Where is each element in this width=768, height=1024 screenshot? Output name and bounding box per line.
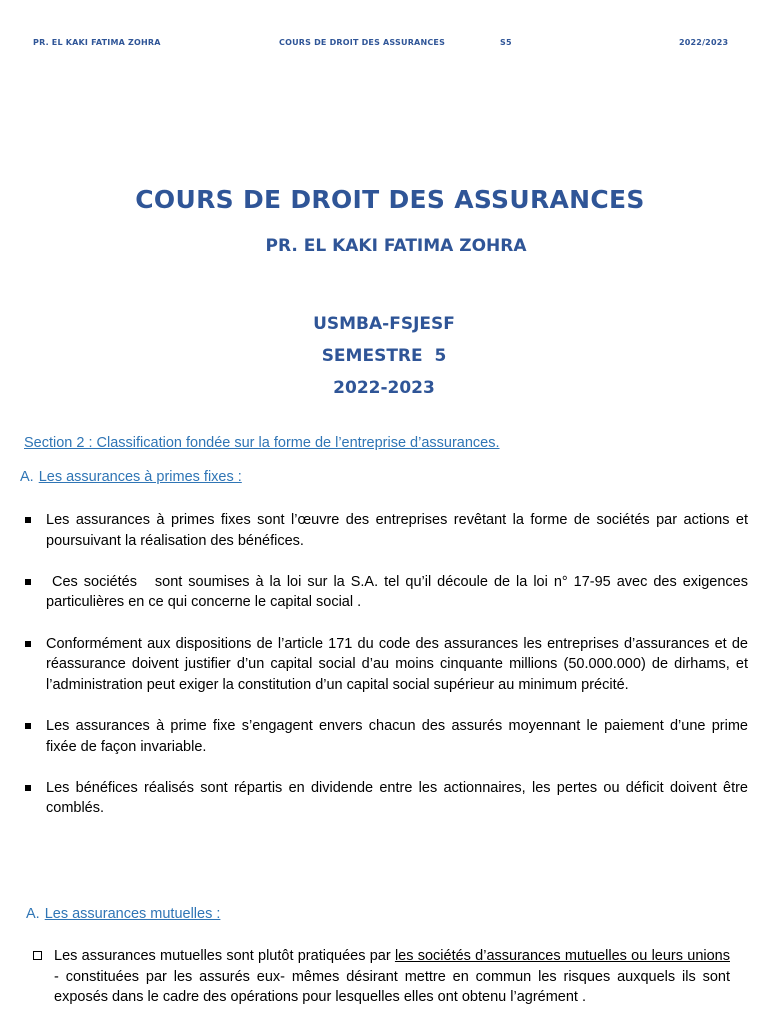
running-header xyxy=(0,38,768,50)
list-item-suffix: - constituées par les assurés eux- mêmes désirant mettre en commun les risques auxquels ils sont exposés dans le cadre des opérations pour lesquelles elles ont obtenu l’agrément . xyxy=(54,968,730,1006)
list-item-text: Les assurances à prime fixe s’engagent envers chacun des assurés moyennant le paiement d’une prime fixée de façon invariable. xyxy=(46,717,748,755)
list-item xyxy=(22,716,748,757)
square-bullet-icon xyxy=(25,723,31,729)
list-item-text: Les assurances à primes fixes sont l’œuvre des entreprises revêtant la forme de sociétés par actions et poursuivant la réalisation des bénéfices. xyxy=(46,512,748,549)
list-item xyxy=(32,946,730,1008)
subsection-letter: A. xyxy=(20,469,34,485)
list-item-text: Ces sociétés sont soumises à la loi sur la S.A. tel qu’il découle de la loi n° 17-95 avec des exigences particulières en ce qui concerne le capital social . xyxy=(46,573,753,611)
square-bullet-icon xyxy=(25,641,31,647)
subsection-letter: A. xyxy=(26,906,40,922)
subsection-heading-primes-fixes xyxy=(20,469,242,485)
list-item-text: Conformément aux dispositions de l’article 171 du code des assurances les entreprises d’assurances et de réassurance doivent justifier d’un capital social d’au moins cinquante millions (50.000.000) de dirhams, et l’administration peut exiger la constitution d’un capital social supérieur au minimum précité. xyxy=(46,635,748,693)
subsection-title: Les assurances à primes fixes : xyxy=(38,469,242,485)
bullet-list-mutuelles xyxy=(32,946,730,1008)
header-author: PR. EL KAKI FATIMA ZOHRA xyxy=(33,38,161,47)
header-course: COURS DE DROIT DES ASSURANCES xyxy=(279,38,446,47)
list-item xyxy=(22,572,753,613)
list-item xyxy=(22,510,748,551)
bullet-list-primes-fixes xyxy=(22,510,753,840)
square-bullet-icon xyxy=(25,579,31,585)
header-semester: S5 xyxy=(500,38,512,47)
academic-year: 2022-2023 xyxy=(333,378,435,398)
square-bullet-icon xyxy=(25,517,31,523)
list-item xyxy=(22,634,748,696)
document-author: PR. EL KAKI FATIMA ZOHRA xyxy=(265,236,527,256)
subsection-title: Les assurances mutuelles : xyxy=(44,906,221,922)
section-title: Section 2 : Classification fondée sur la forme de l’entreprise d’assurances. xyxy=(24,435,500,451)
list-item-underlined: les sociétés d’assurances mutuelles ou leurs unions xyxy=(394,948,730,964)
institution-block xyxy=(0,308,768,404)
header-year: 2022/2023 xyxy=(679,38,729,47)
list-item-text: Les bénéfices réalisés sont répartis en dividende entre les actionnaires, les pertes ou déficit doivent être comblés. xyxy=(46,779,748,817)
semester-label: SEMESTRE 5 xyxy=(321,346,447,366)
checkbox-bullet-icon xyxy=(33,951,42,960)
document-title: COURS DE DROIT DES ASSURANCES xyxy=(135,185,645,214)
list-item xyxy=(22,778,748,819)
title-block xyxy=(0,180,768,260)
institution-name: USMBA-FSJESF xyxy=(313,314,455,334)
square-bullet-icon xyxy=(25,785,31,791)
subsection-heading-mutuelles xyxy=(26,906,220,922)
list-item-prefix: Les assurances mutuelles sont plutôt pratiquées par xyxy=(54,948,395,964)
